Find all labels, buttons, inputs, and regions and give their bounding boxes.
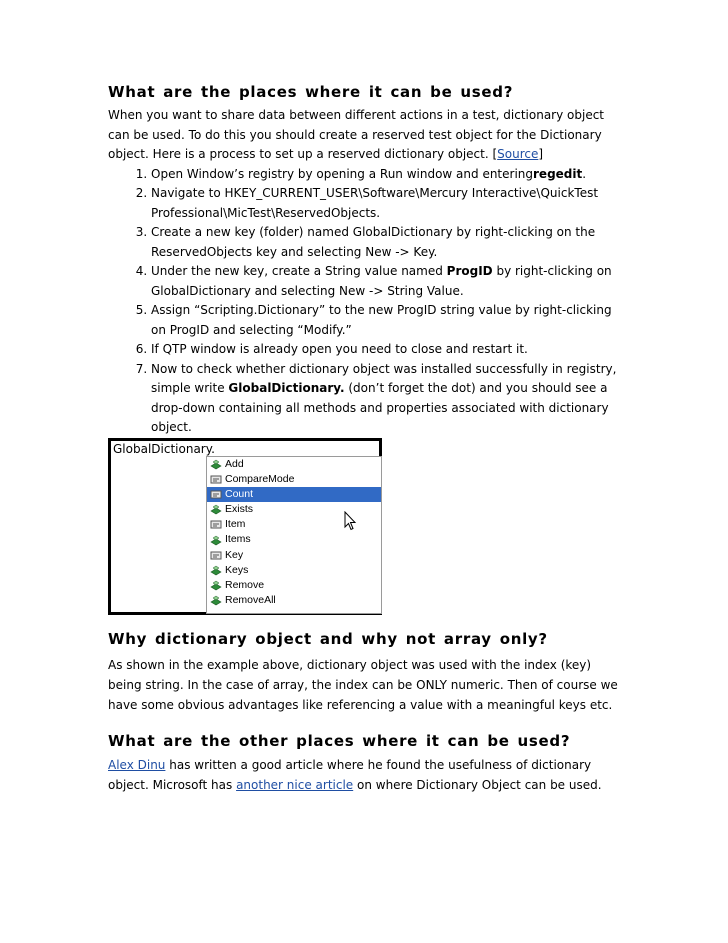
- dropdown-item-label: Remove: [225, 579, 265, 591]
- dropdown-item-label: Items: [225, 533, 251, 546]
- dropdown-item-label: Item: [225, 518, 246, 531]
- step-tail-text: (don’t forget the dot) and you should see a drop-down containing all methods and properties associated with dictionary object.: [151, 381, 609, 434]
- why-paragraph: As shown in the example above, dictionary object was used with the index (key) being string. In the case of array, the index can be ONLY numeric. Then of course we have some obvious advantages like referencing a value with a meaningful keys etc.: [108, 657, 618, 712]
- step-item: [151, 165, 628, 185]
- dropdown-item-label: Exists: [225, 503, 254, 516]
- intro-text-end: ]: [538, 147, 544, 161]
- dropdown-item[interactable]: [207, 457, 381, 472]
- section-heading-usage: What are the places where it can be used?: [108, 83, 514, 101]
- dropdown-item-label: RemoveAll: [225, 594, 276, 607]
- dropdown-item[interactable]: [207, 472, 381, 487]
- step-item: [151, 223, 628, 262]
- intro-paragraph: [108, 106, 628, 165]
- dropdown-item[interactable]: [207, 548, 381, 563]
- property-icon: [210, 519, 222, 530]
- step-text: Assign “Scripting.Dictionary” to the new ProgID string value by right-clicking on ProgID and selecting “Modify.”: [151, 303, 612, 337]
- step-tail-text: by right-clicking on GlobalDictionary and selecting New -> String Value.: [151, 264, 612, 298]
- setup-steps-list: [108, 165, 628, 438]
- step-text: If QTP window is already open you need to close and restart it.: [151, 342, 528, 356]
- section-heading-other-places: What are the other places where it can be used?: [108, 731, 571, 750]
- dropdown-item[interactable]: [207, 563, 381, 578]
- dropdown-item-label: Keys: [225, 563, 249, 576]
- dropdown-item-label: Add: [225, 457, 244, 470]
- dropdown-item-label: Count: [225, 487, 254, 500]
- section-heading-why: Why dictionary object and why not array only?: [108, 629, 548, 648]
- dropdown-item[interactable]: [207, 593, 381, 608]
- other-places-text-end: on where Dictionary Object can be used.: [353, 777, 602, 792]
- step-text: Open Window’s registry by opening a Run window and entering: [151, 166, 534, 181]
- other-places-text: has written a good article where he found the usefulness of dictionary object. Microsoft has: [108, 757, 592, 792]
- intellisense-dropdown: [206, 456, 382, 614]
- method-icon: [210, 580, 222, 591]
- dropdown-item-label: Key: [225, 548, 244, 561]
- method-icon: [210, 595, 222, 606]
- step-text: Under the new key, create a String value named: [151, 264, 447, 278]
- dropdown-item[interactable]: [207, 532, 381, 547]
- another-article-link[interactable]: another nice article: [236, 777, 354, 792]
- typed-code-text: GlobalDictionary.: [113, 441, 215, 456]
- step-text: Now to check whether dictionary object was installed successfully in registry, simple write: [151, 361, 617, 395]
- method-icon: [210, 504, 222, 515]
- step-text: Create a new key (folder) named GlobalDictionary by right-clicking on the ReservedObjects key and selecting New -> Key.: [151, 225, 596, 259]
- step-item: [151, 360, 628, 438]
- intellisense-screenshot: [108, 438, 382, 615]
- step-bold-text: GlobalDictionary.: [228, 381, 345, 395]
- source-link[interactable]: Source: [497, 147, 539, 161]
- property-icon: [210, 550, 222, 561]
- dropdown-item[interactable]: [207, 578, 381, 593]
- step-item: [151, 340, 628, 360]
- dropdown-item-label: CompareMode: [225, 472, 295, 485]
- method-icon: [210, 565, 222, 576]
- alex-dinu-link[interactable]: Alex Dinu: [108, 757, 166, 772]
- step-bold-text: regedit: [533, 166, 583, 181]
- property-icon: [210, 474, 222, 485]
- step-item: [151, 262, 628, 301]
- step-tail-text: .: [582, 166, 587, 181]
- method-icon: [210, 459, 222, 470]
- step-text: Navigate to HKEY_CURRENT_USER\Software\Mercury Interactive\QuickTest Professional\MicTest\ReservedObjects.: [151, 186, 599, 220]
- step-item: [151, 184, 628, 223]
- property-icon: [210, 489, 222, 500]
- intro-text: When you want to share data between different actions in a test, dictionary object can be used. To do this you should create a reserved test object for the Dictionary object. Here is a process to set up a reserved dictionary object. [: [108, 108, 605, 161]
- step-bold-text: ProgID: [446, 264, 493, 278]
- step-item: [151, 301, 628, 340]
- other-places-paragraph: [108, 755, 628, 795]
- mouse-cursor-icon: [344, 511, 358, 531]
- method-icon: [210, 535, 222, 546]
- document-page: [108, 82, 628, 795]
- dropdown-item[interactable]: [207, 487, 381, 502]
